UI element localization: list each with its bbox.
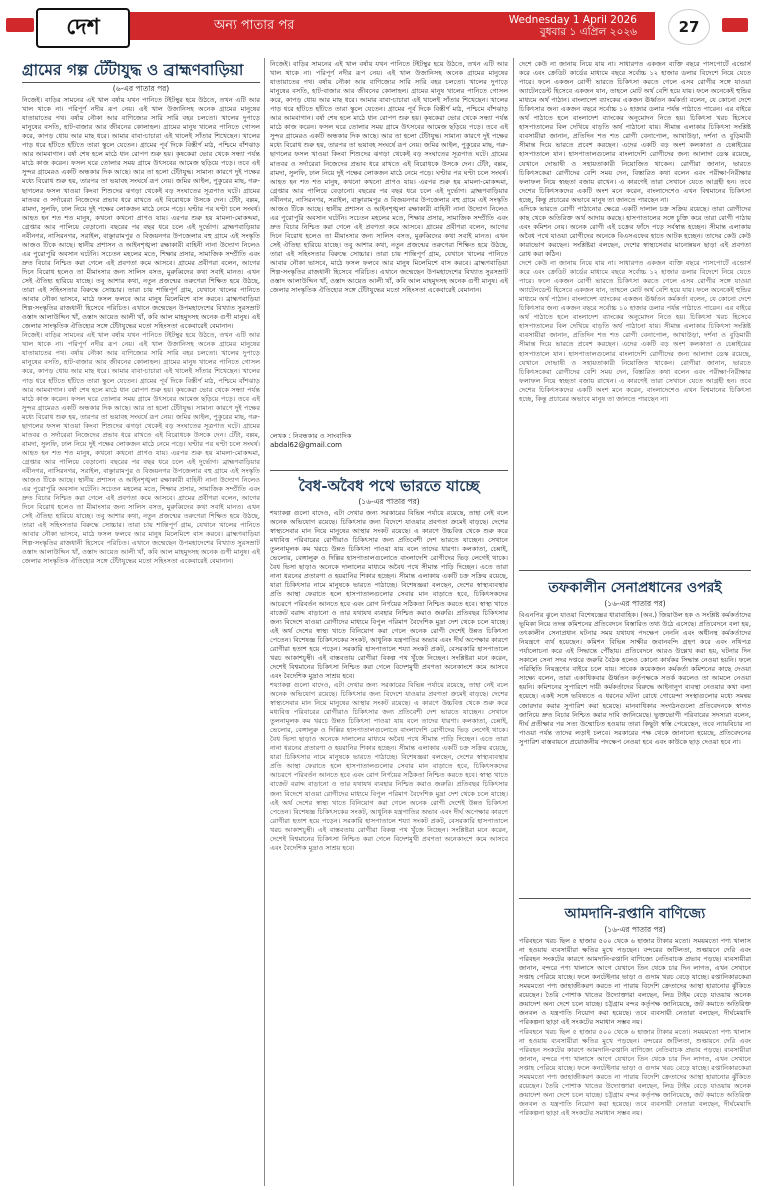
article-village-tale-continued — [270, 60, 508, 442]
column-rule — [264, 58, 265, 1186]
continued-note: (১৬-এর পাতার পর) — [358, 497, 420, 506]
article-body-repeat: দেশে কেউ না জানায় নিয়ে যায় না। সাধারণত একজন ব্যক্তি বছরে পাসপোর্টে এন্ডোর্স করে এবং ক্রেডিট কার্ডের মাধ্যমে বছরে সর্বোচ্চ ১২ হাজার ডলার বিদেশে নিয়ে যেতে পারে। ফলে একজন রোগী ভারতে চিকিৎসা করতে গেলে এসব রোগীর সঙ্গে যাওয়া অ্যাটেনডেন্ট হিসেবে একজন যান, তাহলে মোট অর্থ বেশি হয়ে যায়। ফলে অনেকেই হুন্ডির মাধ্যমে অর্থ পাঠান। বাংলাদেশ ব্যাংকের একজন ঊর্ধ্বতন কর্মকর্তা বলেন, যে কোনো দেশে চিকিৎসার জন্য একজন বছরে সর্বোচ্চ ১০ হাজার ডলার পর্যন্ত পাঠাতে পারেন। এর বাইরে অর্থ পাঠাতে হলে বাংলাদেশ ব্যাংকের অনুমোদন নিতে হয়। চিকিৎসা খরচ হিসেবে হাসপাতালের বিল দেখিয়ে বাড়তি অর্থ পাঠানো যায়। সীমান্ত এলাকার চিকিৎসা সংশ্লিষ্ট ব্যবসায়ীরা জানান, প্রতিদিন শত শত রোগী বেনাপোল, আখাউড়া, দর্শনা ও বুড়িমারী সীমান্ত দিয়ে ভারতে প্রবেশ করছেন। এদের একটি বড় অংশ কলকাতা ও চেন্নাইয়ের হাসপাতালে যান। হাসপাতালগুলোর বাংলাদেশি রোগীদের জন্য আলাদা ডেস্ক রয়েছে, যেখানে দোভাষী ও সহায়তাকারী নিয়োজিত থাকেন। রোগীরা জানান, ভারতে চিকিৎসকেরা রোগীদের বেশি সময় দেন, বিস্তারিত কথা বলেন এবং পরীক্ষা-নিরীক্ষার ফলাফল নিয়ে স্বচ্ছতা বজায় রাখেন। এ কারণেই তারা সেখানে যেতে আগ্রহী হন। তবে দেশের চিকিৎসকদের একটি অংশ মনে করেন, বাংলাদেশেও এখন বিশ্বমানের চিকিৎসা হচ্ছে, কিন্তু প্রচারের অভাবে মানুষ তা জানতে পারছেন না। — [519, 259, 751, 403]
article-village-tale — [22, 60, 260, 1185]
divider — [519, 570, 751, 571]
article-body-2: এদিকে ভারতে রোগী পাঠানোর ক্ষেত্রে একটি দালাল চক্র সক্রিয় রয়েছে। তারা রোগীদের কাছ থেকে অতিরিক্ত অর্থ আদায় করছে। হাসপাতালের সঙ্গে চুক্তি করে তারা রোগী পাঠায় এবং কমিশন নেয়। অনেক রোগী এই চক্রের ফাঁদে পড়ে সর্বস্বান্ত হচ্ছেন। সীমান্ত এলাকায় অবৈধ পথে যাওয়া রোগীদের অনেকে বিএসএফের হাতে আটক হচ্ছেন। তাদের কেউ কেউ কারাভোগ করছেন। সংশ্লিষ্টরা বলছেন, দেশের স্বাস্থ্যসেবার মানোন্নয়ন ছাড়া এই প্রবণতা রোধ করা কঠিন। — [519, 204, 751, 258]
masthead — [0, 0, 770, 52]
article-body-repeat: পরিবহনে খরচ ছিল ৫ হাজার ৫০০ থেকে ৬ হাজার টাকার মতো। সময়মতো পণ্য খালাস না হওয়ায় ব্যবসায়ীরা ক্ষতির মুখে পড়ছেন। বন্দরের জটিলতা, শুল্কায়নে দেরি এবং পরিবহন সংকটের কারণে আমদানি-রপ্তানি বাণিজ্যে নেতিবাচক প্রভাব পড়ছে। ব্যবসায়ীরা জানান, বন্দরে পণ্য খালাসে আগে যেখানে তিন থেকে চার দিন লাগত, এখন সেখানে সপ্তাহ পেরিয়ে যাচ্ছে। ফলে কনটেইনার ভাড়া ও গুদাম খরচ বেড়ে যাচ্ছে। রপ্তানিকারকেরা সময়মতো পণ্য জাহাজীকরণ করতে না পারায় বিদেশি ক্রেতাদের আস্থা হারানোর ঝুঁকিতে রয়েছেন। তৈরি পোশাক খাতের উদ্যোক্তারা বলছেন, লিড টাইম বেড়ে যাওয়ায় অনেক ক্রয়াদেশ অন্য দেশে চলে যাচ্ছে। চট্টগ্রাম বন্দর কর্তৃপক্ষ জানিয়েছে, জট কমাতে অতিরিক্ত জনবল ও যন্ত্রপাতি নিয়োগ করা হয়েছে। তবে ব্যবসায়ী নেতারা বলছেন, দীর্ঘমেয়াদি পরিকল্পনা ছাড়া এই সংকটের সমাধান সম্ভব নয়। — [519, 1027, 751, 1117]
article-body-repeat: নিজেই। বাড়ির সামনের এই খাল বর্ষায় যখন পানিতে টইটম্বুর হয়ে উঠতে, তখন এটি আর খাল থাকে না। পরিপূর্ণ নদীর রূপ নেয়। এই খাল উজানিসহ অনেক গ্রামের মানুষের যাতায়াতের পথ। বর্ষায় নৌকা আর বাণিজ্যের সারি সারি বহর চলতো। খালের দুপাড়ে মানুষের বসতি, হাট-বাজার আর জীবনের কোলাহল। গ্রামের মানুষ খালের পানিতে গোসল করে, কাপড় ধোয় আর মাছ ধরে। আমার বাবা-চাচারা এই খালেই সাঁতার শিখেছেন। খালের পাড় ধরে হাঁটতে হাঁটতে তারা স্কুলে যেতেন। গ্রামের পূর্ব দিকে বিস্তীর্ণ মাঠ, পশ্চিমে বাঁশঝাড় আর আমবাগান। বর্ষা শেষ হলে মাঠে ধান রোপণ শুরু হয়। কৃষকেরা ভোর থেকে সন্ধ্যা পর্যন্ত মাঠে কাজ করেন। ফসল ঘরে তোলার সময় গ্রামে উৎসবের আমেজ ছড়িয়ে পড়ে। তবে এই সুন্দর গ্রামেরও একটি অন্ধকার দিক আছে। আর তা হলো টেঁটাযুদ্ধ। সামান্য কারণে দুই পক্ষের মধ্যে বিরোধ শুরু হয়, তারপর তা ভয়াবহ সংঘর্ষে রূপ নেয়। জমির আইল, পুকুরের মাছ, গরু-ছাগলের ফসল খাওয়া কিংবা শিশুদের ঝগড়া থেকেই বড় সংঘাতের সূত্রপাত ঘটে। গ্রামের মাতবর ও সর্দারেরা নিজেদের প্রভাব ধরে রাখতে এই বিরোধকে উসকে দেন। টেঁটা, বল্লম, রামদা, সুলফি, ঢাল নিয়ে দুই পক্ষের লোকজন মাঠে নেমে পড়ে। ঘণ্টার পর ঘণ্টা চলে সংঘর্ষ। আহত হন শত শত মানুষ, কখনো কখনো প্রাণও যায়। এরপর শুরু হয় মামলা-মোকদ্দমা, গ্রেপ্তার আর পালিয়ে বেড়ানো। বছরের পর বছর ধরে চলে এই দুর্ভোগ। ব্রাহ্মণবাড়িয়ার নবীনগর, নাসিরনগর, সরাইল, বাঞ্ছারামপুর ও বিজয়নগর উপজেলার বহু গ্রামে এই সংস্কৃতি আজও টিকে আছে। স্থানীয় প্রশাসন ও আইনশৃঙ্খলা রক্ষাকারী বাহিনী নানা উদ্যোগ নিলেও এর পুরোপুরি অবসান ঘটেনি। সচেতন মহলের মতে, শিক্ষার প্রসার, সামাজিক সম্প্রীতি এবং দ্রুত বিচার নিশ্চিত করা গেলে এই প্রবণতা কমে আসবে। গ্রামের প্রবীণরা বলেন, আগের দিনে বিরোধ হলেও তা মীমাংসার জন্য সালিস বসত, মুরুব্বিদের কথা সবাই মানত। এখন সেই ঐতিহ্য হারিয়ে যাচ্ছে। তবু আশার কথা, নতুন প্রজন্মের তরুণেরা শিক্ষিত হয়ে উঠছে, তারা এই সহিংসতার বিরুদ্ধে সোচ্চার। তারা চায় শান্তিপূর্ণ গ্রাম, যেখানে খালের পানিতে আবার নৌকা ভাসবে, মাঠে ফসল ফলবে আর মানুষ মিলেমিশে বাস করবে। ব্রাহ্মণবাড়িয়া শিল্প-সংস্কৃতির রাজধানী হিসেবে পরিচিত। এখানে জন্মেছেন উপমহাদেশের বিখ্যাত সুরসম্রাট ওস্তাদ আলাউদ্দিন খাঁ, ওস্তাদ আয়েত আলী খাঁ, কবি আল মাহমুদসহ অনেক গুণী মানুষ। এই জেলার সাংস্কৃতিক ঐতিহ্যের সঙ্গে টেঁটাযুদ্ধের মতো সহিংসতা একেবারেই বেমানান। — [22, 331, 260, 566]
article-headline: আমদানি-রপ্তানি বাণিজ্যে — [564, 906, 706, 922]
divider — [270, 470, 508, 471]
article-headline: গ্রামের গল্প টেঁটাযুদ্ধ ও ব্রাহ্মণবাড়িয়া — [22, 60, 244, 79]
author-credit — [270, 432, 508, 466]
date-english: Wednesday 1 April 2026 — [508, 14, 637, 26]
article-body-continued: নিজেই। বাড়ির সামনের এই খাল বর্ষায় যখন পানিতে টইটম্বুর হয়ে উঠতে, তখন এটি আর খাল থাকে না। পরিপূর্ণ নদীর রূপ নেয়। এই খাল উজানিসহ অনেক গ্রামের মানুষের যাতায়াতের পথ। বর্ষায় নৌকা আর বাণিজ্যের সারি সারি বহর চলতো। খালের দুপাড়ে মানুষের বসতি, হাট-বাজার আর জীবনের কোলাহল। গ্রামের মানুষ খালের পানিতে গোসল করে, কাপড় ধোয় আর মাছ ধরে। আমার বাবা-চাচারা এই খালেই সাঁতার শিখেছেন। খালের পাড় ধরে হাঁটতে হাঁটতে তারা স্কুলে যেতেন। গ্রামের পূর্ব দিকে বিস্তীর্ণ মাঠ, পশ্চিমে বাঁশঝাড় আর আমবাগান। বর্ষা শেষ হলে মাঠে ধান রোপণ শুরু হয়। কৃষকেরা ভোর থেকে সন্ধ্যা পর্যন্ত মাঠে কাজ করেন। ফসল ঘরে তোলার সময় গ্রামে উৎসবের আমেজ ছড়িয়ে পড়ে। তবে এই সুন্দর গ্রামেরও একটি অন্ধকার দিক আছে। আর তা হলো টেঁটাযুদ্ধ। সামান্য কারণে দুই পক্ষের মধ্যে বিরোধ শুরু হয়, তারপর তা ভয়াবহ সংঘর্ষে রূপ নেয়। জমির আইল, পুকুরের মাছ, গরু-ছাগলের ফসল খাওয়া কিংবা শিশুদের ঝগড়া থেকেই বড় সংঘাতের সূত্রপাত ঘটে। গ্রামের মাতবর ও সর্দারেরা নিজেদের প্রভাব ধরে রাখতে এই বিরোধকে উসকে দেন। টেঁটা, বল্লম, রামদা, সুলফি, ঢাল নিয়ে দুই পক্ষের লোকজন মাঠে নেমে পড়ে। ঘণ্টার পর ঘণ্টা চলে সংঘর্ষ। আহত হন শত শত মানুষ, কখনো কখনো প্রাণও যায়। এরপর শুরু হয় মামলা-মোকদ্দমা, গ্রেপ্তার আর পালিয়ে বেড়ানো। বছরের পর বছর ধরে চলে এই দুর্ভোগ। ব্রাহ্মণবাড়িয়ার নবীনগর, নাসিরনগর, সরাইল, বাঞ্ছারামপুর ও বিজয়নগর উপজেলার বহু গ্রামে এই সংস্কৃতি আজও টিকে আছে। স্থানীয় প্রশাসন ও আইনশৃঙ্খলা রক্ষাকারী বাহিনী নানা উদ্যোগ নিলেও এর পুরোপুরি অবসান ঘটেনি। সচেতন মহলের মতে, শিক্ষার প্রসার, সামাজিক সম্প্রীতি এবং দ্রুত বিচার নিশ্চিত করা গেলে এই প্রবণতা কমে আসবে। গ্রামের প্রবীণরা বলেন, আগের দিনে বিরোধ হলেও তা মীমাংসার জন্য সালিস বসত, মুরুব্বিদের কথা সবাই মানত। এখন সেই ঐতিহ্য হারিয়ে যাচ্ছে। তবু আশার কথা, নতুন প্রজন্মের তরুণেরা শিক্ষিত হয়ে উঠছে, তারা এই সহিংসতার বিরুদ্ধে সোচ্চার। তারা চায় শান্তিপূর্ণ গ্রাম, যেখানে খালের পানিতে আবার নৌকা ভাসবে, মাঠে ফসল ফলবে আর মানুষ মিলেমিশে বাস করবে। ব্রাহ্মণবাড়িয়া শিল্প-সংস্কৃতির রাজধানী হিসেবে পরিচিত। এখানে জন্মেছেন উপমহাদেশের বিখ্যাত সুরসম্রাট ওস্তাদ আলাউদ্দিন খাঁ, ওস্তাদ আয়েত আলী খাঁ, কবি আল মাহমুদসহ অনেক গুণী মানুষ। এই জেলার সাংস্কৃতিক ঐতিহ্যের সঙ্গে টেঁটাযুদ্ধের মতো সহিংসতা একেবারেই বেমানান। — [270, 60, 508, 295]
article-body: দেশে কেউ না জানায় নিয়ে যায় না। সাধারণত একজন ব্যক্তি বছরে পাসপোর্টে এন্ডোর্স করে এবং ক্রেডিট কার্ডের মাধ্যমে বছরে সর্বোচ্চ ১২ হাজার ডলার বিদেশে নিয়ে যেতে পারে। ফলে একজন রোগী ভারতে চিকিৎসা করতে গেলে এসব রোগীর সঙ্গে যাওয়া অ্যাটেনডেন্ট হিসেবে একজন যান, তাহলে মোট অর্থ বেশি হয়ে যায়। ফলে অনেকেই হুন্ডির মাধ্যমে অর্থ পাঠান। বাংলাদেশ ব্যাংকের একজন ঊর্ধ্বতন কর্মকর্তা বলেন, যে কোনো দেশে চিকিৎসার জন্য একজন বছরে সর্বোচ্চ ১০ হাজার ডলার পর্যন্ত পাঠাতে পারেন। এর বাইরে অর্থ পাঠাতে হলে বাংলাদেশ ব্যাংকের অনুমোদন নিতে হয়। চিকিৎসা খরচ হিসেবে হাসপাতালের বিল দেখিয়ে বাড়তি অর্থ পাঠানো যায়। সীমান্ত এলাকার চিকিৎসা সংশ্লিষ্ট ব্যবসায়ীরা জানান, প্রতিদিন শত শত রোগী বেনাপোল, আখাউড়া, দর্শনা ও বুড়িমারী সীমান্ত দিয়ে ভারতে প্রবেশ করছেন। এদের একটি বড় অংশ কলকাতা ও চেন্নাইয়ের হাসপাতালে যান। হাসপাতালগুলোর বাংলাদেশি রোগীদের জন্য আলাদা ডেস্ক রয়েছে, যেখানে দোভাষী ও সহায়তাকারী নিয়োজিত থাকেন। রোগীরা জানান, ভারতে চিকিৎসকেরা রোগীদের বেশি সময় দেন, বিস্তারিত কথা বলেন এবং পরীক্ষা-নিরীক্ষার ফলাফল নিয়ে স্বচ্ছতা বজায় রাখেন। এ কারণেই তারা সেখানে যেতে আগ্রহী হন। তবে দেশের চিকিৎসকদের একটি অংশ মনে করেন, বাংলাদেশেও এখন বিশ্বমানের চিকিৎসা হচ্ছে, কিন্তু প্রচারের অভাবে মানুষ তা জানতে পারছেন না। — [519, 60, 751, 204]
article-india-travel — [270, 476, 508, 1186]
continued-note: (১৬-এর পাতার পর) — [604, 599, 666, 608]
newspaper-logo[interactable]: দেশ — [36, 8, 130, 48]
decorative-stripe-left — [6, 18, 34, 32]
date-block — [509, 14, 637, 38]
page-header-band — [130, 12, 655, 40]
author-line: লেখক : নিবন্ধকার ও সাংবাদিক — [270, 432, 352, 440]
divider — [519, 898, 751, 899]
article-body: বিএনপির ঝুলে যাওয়া বিশেষজ্ঞের ধারাবাহিক। (অব.) জিয়াউল হক ও সংশ্লিষ্ট কর্মকর্তাদের ভূমিকা নিয়ে তদন্ত কমিশনের প্রতিবেদনে বিস্তারিত তথ্য উঠে এসেছে। প্রতিবেদনে বলা হয়, তৎকালীন সেনাপ্রধান ঘটনার সময় যথাযথ পদক্ষেপ নেননি এবং অধীনস্থ কর্মকর্তাদের নিয়ন্ত্রণে ব্যর্থ হয়েছেন। কমিশন বিভিন্ন সাক্ষীর জবানবন্দি গ্রহণ করে এবং নথিপত্র পর্যালোচনা করে এই সিদ্ধান্তে পৌঁছায়। প্রতিবেদনে আরও উল্লেখ করা হয়, ঘটনার দিন সকালে সেনা সদর দপ্তরে জরুরি বৈঠক হলেও কোনো কার্যকর সিদ্ধান্ত নেওয়া হয়নি। ফলে পরিস্থিতি নিয়ন্ত্রণের বাইরে চলে যায়। সাবেক কয়েকজন কর্মকর্তা কমিশনের কাছে দেওয়া সাক্ষ্যে বলেন, তারা একাধিকবার ঊর্ধ্বতন কর্তৃপক্ষকে সতর্ক করলেও তা আমলে নেওয়া হয়নি। কমিশনের সুপারিশে দায়ী কর্মকর্তাদের বিরুদ্ধে আইনানুগ ব্যবস্থা নেওয়ার কথা বলা হয়েছে। একই সঙ্গে ভবিষ্যতে এ ধরনের ঘটনা রোধে গোয়েন্দা সংস্থাগুলোর মধ্যে সমন্বয় জোরদার করার সুপারিশ করা হয়েছে। মানবাধিকার সংগঠনগুলো প্রতিবেদনকে স্বাগত জানিয়ে দ্রুত বিচার নিশ্চিত করার দাবি জানিয়েছে। ভুক্তভোগী পরিবারের সদস্যরা বলেন, দীর্ঘ প্রতীক্ষার পর সত্য উন্মোচিত হওয়ায় তারা কিছুটা স্বস্তি পেয়েছেন, তবে ন্যায়বিচার না পাওয়া পর্যন্ত তাদের লড়াই চলবে। সরকারের পক্ষ থেকে জানানো হয়েছে, প্রতিবেদনের সুপারিশ বাস্তবায়নে প্রয়োজনীয় পদক্ষেপ নেওয়া হবে এবং কাউকে ছাড় দেওয়া হবে না। — [519, 611, 751, 746]
article-headline: তফকালীন সেনাপ্রধানের ওপরই — [548, 580, 722, 596]
column-rule — [513, 58, 514, 1186]
article-trade — [519, 904, 751, 1186]
article-headline: বৈধ-অবৈধ পথে ভারতে যাচ্ছে — [298, 477, 480, 495]
divider — [22, 82, 260, 83]
date-bangla: বুধবার ১ এপ্রিল ২০২৬ — [539, 26, 637, 38]
article-body: শয্যাকল্প গুলো বাদেও, এটা দেখার জন্য সরকারের বিভিন্ন পর্যায়ে রয়েছে, তাহা নেই বলে অনেক অভিযোগ রয়েছে। চিকিৎসার জন্য বিদেশে যাওয়ার প্রবণতা ক্রমেই বাড়ছে। দেশের স্বাস্থ্যসেবার মান নিয়ে মানুষের আস্থার সংকট রয়েছে। এ কারণে উচ্চবিত্ত থেকে শুরু করে মধ্যবিত্ত পরিবারের রোগীরাও চিকিৎসার জন্য প্রতিবেশী দেশ ভারতে যাচ্ছেন। সেখানে তুলনামূলক কম খরচে উন্নত চিকিৎসা পাওয়া যায় বলে তাদের ধারণা। কলকাতা, চেন্নাই, ভেলোর, বেঙ্গালুরু ও দিল্লির হাসপাতালগুলোতে বাংলাদেশি রোগীদের ভিড় লেগেই থাকে। বৈধ ভিসা ছাড়াও অনেকে দালালের মাধ্যমে অবৈধ পথে সীমান্ত পাড়ি দিচ্ছেন। এতে তারা নানা ধরনের প্রতারণা ও হয়রানির শিকার হচ্ছেন। সীমান্ত এলাকায় একটি চক্র সক্রিয় রয়েছে, যারা চিকিৎসার নামে মানুষকে ভারতে পাঠাচ্ছে। বিশেষজ্ঞরা বলছেন, দেশের স্বাস্থ্যব্যবস্থার প্রতি আস্থা ফেরাতে হলে হাসপাতালগুলোর সেবার মান বাড়াতে হবে, চিকিৎসকদের আচরণে পরিবর্তন আনতে হবে এবং রোগ নির্ণয়ের সঠিকতা নিশ্চিত করতে হবে। স্বাস্থ্য খাতে বাজেট বরাদ্দ বাড়ানো ও তার যথাযথ ব্যবহার নিশ্চিত করাও জরুরি। প্রতিবছর চিকিৎসার জন্য বিদেশে যাওয়া রোগীদের মাধ্যমে বিপুল পরিমাণ বৈদেশিক মুদ্রা দেশ থেকে চলে যাচ্ছে। এই অর্থ দেশের স্বাস্থ্য খাতে বিনিয়োগ করা গেলে অনেক রোগী দেশেই উন্নত চিকিৎসা পেতেন। বিশেষজ্ঞ চিকিৎসকের সংকট, আধুনিক যন্ত্রপাতির অভাব এবং দীর্ঘ অপেক্ষার কারণে রোগীরা হতাশ হয়ে পড়েন। সরকারি হাসপাতালে শয্যা সংকট প্রকট, বেসরকারি হাসপাতালে খরচ আকাশচুম্বী। এই বাস্তবতায় রোগীরা বিকল্প পথ খুঁজে নিচ্ছেন। সংশ্লিষ্টরা মনে করেন, দেশেই বিশ্বমানের চিকিৎসা নিশ্চিত করা গেলে বিদেশমুখী প্রবণতা অনেকাংশে কমে আসবে এবং বৈদেশিক মুদ্রাও সাশ্রয় হবে। — [270, 509, 508, 680]
section-title: অন্য পাতার পর — [214, 17, 295, 33]
continued-note: (৬-এর পাতার পর) — [112, 84, 170, 93]
author-email[interactable]: abdal62@gmail.com — [270, 441, 342, 450]
article-body: নিজেই। বাড়ির সামনের এই খাল বর্ষায় যখন পানিতে টইটম্বুর হয়ে উঠতে, তখন এটি আর খাল থাকে না। পরিপূর্ণ নদীর রূপ নেয়। এই খাল উজানিসহ অনেক গ্রামের মানুষের যাতায়াতের পথ। বর্ষায় নৌকা আর বাণিজ্যের সারি সারি বহর চলতো। খালের দুপাড়ে মানুষের বসতি, হাট-বাজার আর জীবনের কোলাহল। গ্রামের মানুষ খালের পানিতে গোসল করে, কাপড় ধোয় আর মাছ ধরে। আমার বাবা-চাচারা এই খালেই সাঁতার শিখেছেন। খালের পাড় ধরে হাঁটতে হাঁটতে তারা স্কুলে যেতেন। গ্রামের পূর্ব দিকে বিস্তীর্ণ মাঠ, পশ্চিমে বাঁশঝাড় আর আমবাগান। বর্ষা শেষ হলে মাঠে ধান রোপণ শুরু হয়। কৃষকেরা ভোর থেকে সন্ধ্যা পর্যন্ত মাঠে কাজ করেন। ফসল ঘরে তোলার সময় গ্রামে উৎসবের আমেজ ছড়িয়ে পড়ে। তবে এই সুন্দর গ্রামেরও একটি অন্ধকার দিক আছে। আর তা হলো টেঁটাযুদ্ধ। সামান্য কারণে দুই পক্ষের মধ্যে বিরোধ শুরু হয়, তারপর তা ভয়াবহ সংঘর্ষে রূপ নেয়। জমির আইল, পুকুরের মাছ, গরু-ছাগলের ফসল খাওয়া কিংবা শিশুদের ঝগড়া থেকেই বড় সংঘাতের সূত্রপাত ঘটে। গ্রামের মাতবর ও সর্দারেরা নিজেদের প্রভাব ধরে রাখতে এই বিরোধকে উসকে দেন। টেঁটা, বল্লম, রামদা, সুলফি, ঢাল নিয়ে দুই পক্ষের লোকজন মাঠে নেমে পড়ে। ঘণ্টার পর ঘণ্টা চলে সংঘর্ষ। আহত হন শত শত মানুষ, কখনো কখনো প্রাণও যায়। এরপর শুরু হয় মামলা-মোকদ্দমা, গ্রেপ্তার আর পালিয়ে বেড়ানো। বছরের পর বছর ধরে চলে এই দুর্ভোগ। ব্রাহ্মণবাড়িয়ার নবীনগর, নাসিরনগর, সরাইল, বাঞ্ছারামপুর ও বিজয়নগর উপজেলার বহু গ্রামে এই সংস্কৃতি আজও টিকে আছে। স্থানীয় প্রশাসন ও আইনশৃঙ্খলা রক্ষাকারী বাহিনী নানা উদ্যোগ নিলেও এর পুরোপুরি অবসান ঘটেনি। সচেতন মহলের মতে, শিক্ষার প্রসার, সামাজিক সম্প্রীতি এবং দ্রুত বিচার নিশ্চিত করা গেলে এই প্রবণতা কমে আসবে। গ্রামের প্রবীণরা বলেন, আগের দিনে বিরোধ হলেও তা মীমাংসার জন্য সালিস বসত, মুরুব্বিদের কথা সবাই মানত। এখন সেই ঐতিহ্য হারিয়ে যাচ্ছে। তবু আশার কথা, নতুন প্রজন্মের তরুণেরা শিক্ষিত হয়ে উঠছে, তারা এই সহিংসতার বিরুদ্ধে সোচ্চার। তারা চায় শান্তিপূর্ণ গ্রাম, যেখানে খালের পানিতে আবার নৌকা ভাসবে, মাঠে ফসল ফলবে আর মানুষ মিলেমিশে বাস করবে। ব্রাহ্মণবাড়িয়া শিল্প-সংস্কৃতির রাজধানী হিসেবে পরিচিত। এখানে জন্মেছেন উপমহাদেশের বিখ্যাত সুরসম্রাট ওস্তাদ আলাউদ্দিন খাঁ, ওস্তাদ আয়েত আলী খাঁ, কবি আল মাহমুদসহ অনেক গুণী মানুষ। এই জেলার সাংস্কৃতিক ঐতিহ্যের সঙ্গে টেঁটাযুদ্ধের মতো সহিংসতা একেবারেই বেমানান। — [22, 96, 260, 331]
article-body: পরিবহনে খরচ ছিল ৫ হাজার ৫০০ থেকে ৬ হাজার টাকার মতো। সময়মতো পণ্য খালাস না হওয়ায় ব্যবসায়ীরা ক্ষতির মুখে পড়ছেন। বন্দরের জটিলতা, শুল্কায়নে দেরি এবং পরিবহন সংকটের কারণে আমদানি-রপ্তানি বাণিজ্যে নেতিবাচক প্রভাব পড়ছে। ব্যবসায়ীরা জানান, বন্দরে পণ্য খালাসে আগে যেখানে তিন থেকে চার দিন লাগত, এখন সেখানে সপ্তাহ পেরিয়ে যাচ্ছে। ফলে কনটেইনার ভাড়া ও গুদাম খরচ বেড়ে যাচ্ছে। রপ্তানিকারকেরা সময়মতো পণ্য জাহাজীকরণ করতে না পারায় বিদেশি ক্রেতাদের আস্থা হারানোর ঝুঁকিতে রয়েছেন। তৈরি পোশাক খাতের উদ্যোক্তারা বলছেন, লিড টাইম বেড়ে যাওয়ায় অনেক ক্রয়াদেশ অন্য দেশে চলে যাচ্ছে। চট্টগ্রাম বন্দর কর্তৃপক্ষ জানিয়েছে, জট কমাতে অতিরিক্ত জনবল ও যন্ত্রপাতি নিয়োগ করা হয়েছে। তবে ব্যবসায়ী নেতারা বলছেন, দীর্ঘমেয়াদি পরিকল্পনা ছাড়া এই সংকটের সমাধান সম্ভব নয়। — [519, 937, 751, 1027]
article-remittance-continued — [519, 60, 751, 560]
article-army-chief — [519, 578, 751, 888]
page-number: 27 — [668, 9, 710, 45]
article-body-repeat: শয্যাকল্প গুলো বাদেও, এটা দেখার জন্য সরকারের বিভিন্ন পর্যায়ে রয়েছে, তাহা নেই বলে অনেক অভিযোগ রয়েছে। চিকিৎসার জন্য বিদেশে যাওয়ার প্রবণতা ক্রমেই বাড়ছে। দেশের স্বাস্থ্যসেবার মান নিয়ে মানুষের আস্থার সংকট রয়েছে। এ কারণে উচ্চবিত্ত থেকে শুরু করে মধ্যবিত্ত পরিবারের রোগীরাও চিকিৎসার জন্য প্রতিবেশী দেশ ভারতে যাচ্ছেন। সেখানে তুলনামূলক কম খরচে উন্নত চিকিৎসা পাওয়া যায় বলে তাদের ধারণা। কলকাতা, চেন্নাই, ভেলোর, বেঙ্গালুরু ও দিল্লির হাসপাতালগুলোতে বাংলাদেশি রোগীদের ভিড় লেগেই থাকে। বৈধ ভিসা ছাড়াও অনেকে দালালের মাধ্যমে অবৈধ পথে সীমান্ত পাড়ি দিচ্ছেন। এতে তারা নানা ধরনের প্রতারণা ও হয়রানির শিকার হচ্ছেন। সীমান্ত এলাকায় একটি চক্র সক্রিয় রয়েছে, যারা চিকিৎসার নামে মানুষকে ভারতে পাঠাচ্ছে। বিশেষজ্ঞরা বলছেন, দেশের স্বাস্থ্যব্যবস্থার প্রতি আস্থা ফেরাতে হলে হাসপাতালগুলোর সেবার মান বাড়াতে হবে, চিকিৎসকদের আচরণে পরিবর্তন আনতে হবে এবং রোগ নির্ণয়ের সঠিকতা নিশ্চিত করতে হবে। স্বাস্থ্য খাতে বাজেট বরাদ্দ বাড়ানো ও তার যথাযথ ব্যবহার নিশ্চিত করাও জরুরি। প্রতিবছর চিকিৎসার জন্য বিদেশে যাওয়া রোগীদের মাধ্যমে বিপুল পরিমাণ বৈদেশিক মুদ্রা দেশ থেকে চলে যাচ্ছে। এই অর্থ দেশের স্বাস্থ্য খাতে বিনিয়োগ করা গেলে অনেক রোগী দেশেই উন্নত চিকিৎসা পেতেন। বিশেষজ্ঞ চিকিৎসকের সংকট, আধুনিক যন্ত্রপাতির অভাব এবং দীর্ঘ অপেক্ষার কারণে রোগীরা হতাশ হয়ে পড়েন। সরকারি হাসপাতালে শয্যা সংকট প্রকট, বেসরকারি হাসপাতালে খরচ আকাশচুম্বী। এই বাস্তবতায় রোগীরা বিকল্প পথ খুঁজে নিচ্ছেন। সংশ্লিষ্টরা মনে করেন, দেশেই বিশ্বমানের চিকিৎসা নিশ্চিত করা গেলে বিদেশমুখী প্রবণতা অনেকাংশে কমে আসবে এবং বৈদেশিক মুদ্রাও সাশ্রয় হবে। — [270, 680, 508, 852]
decorative-stripe-right — [722, 18, 748, 32]
continued-note: (১৬-এর পাতার পর) — [604, 925, 666, 934]
